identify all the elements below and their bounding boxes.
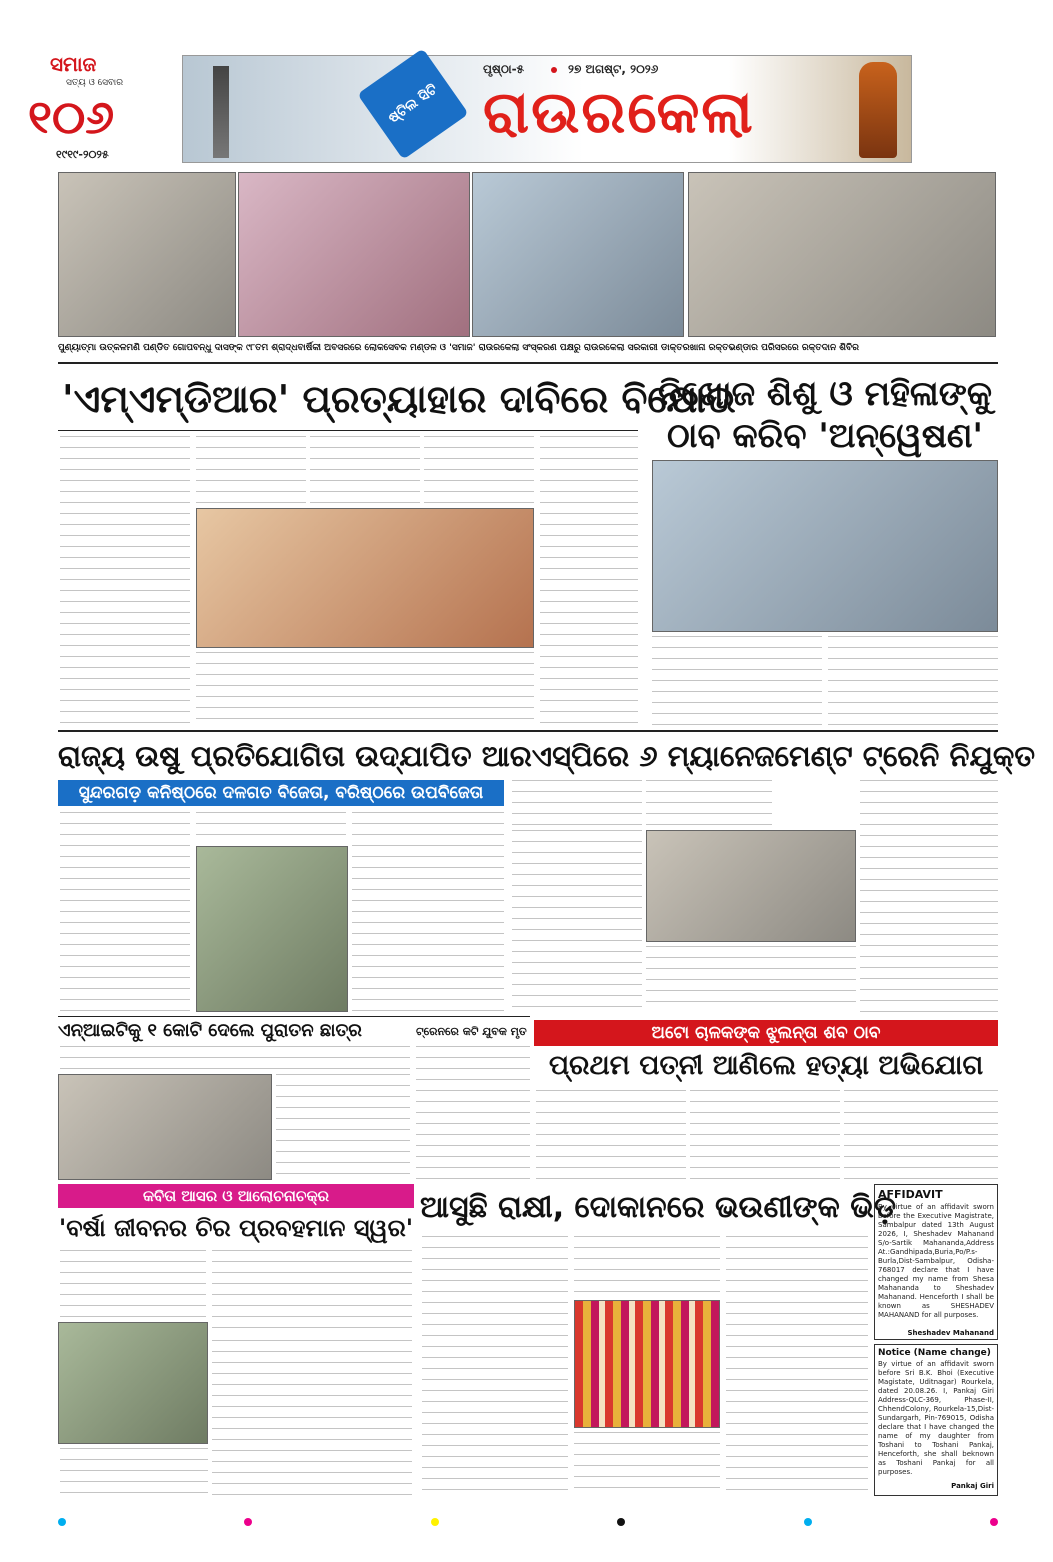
rakhi-text-col-2	[574, 1236, 720, 1298]
mmdr-text-col-6	[196, 652, 534, 726]
rakhi-text-col-3	[726, 1236, 868, 1496]
registration-dot-icon	[58, 1518, 66, 1526]
rsp-text-col-4	[512, 830, 642, 1012]
rsp-text-col-5	[646, 946, 856, 1012]
mmdr-text-col-1	[60, 436, 190, 726]
anniversary-years: ୧୯୧୯-୨୦୨୫	[56, 148, 109, 161]
registration-dot-icon	[990, 1518, 998, 1526]
anveshan-text-col-2	[828, 636, 998, 726]
mmdr-text-col-4	[424, 436, 534, 506]
blood-donation-photo-4	[688, 172, 996, 337]
notice-ad	[874, 1344, 998, 1496]
kavita-text-col-4	[60, 1448, 208, 1496]
banner-headline: ରାଜ୍ୟ ଉଷୁ ପ୍ରତିଯୋଗିତା ଉଦ୍‌ଯାପିତ ଆରଏସ୍‌ପିରେ ୬ ମ୍ୟାନେଜମେଣ୍ଟ ଟ୍ରେନି ନିଯୁକ୍ତ	[58, 739, 1036, 773]
anniversary-label: ସମାଜ	[50, 52, 97, 76]
date-dot-icon	[551, 67, 557, 73]
divider	[58, 430, 638, 431]
notice-signature: Pankaj Giri	[951, 1482, 994, 1490]
affidavit-title: AFFIDAVIT	[878, 1188, 943, 1201]
divider	[58, 730, 998, 732]
rakhi-text-col-1	[422, 1236, 568, 1496]
rakhi-headline: ଆସୁଛି ରାକ୍ଷୀ, ଦୋକାନରେ ଭଉଣୀଙ୍କ ଭିଡ଼	[420, 1190, 897, 1225]
section-badge	[357, 48, 468, 159]
city-title: ରାଉରକେଲା	[483, 78, 755, 146]
registration-mark-bar	[58, 1516, 998, 1528]
mmdr-headline: 'ଏମ୍‌ଏମ୍‌ଡିଆର' ପ୍ରତ୍ୟାହାର ଦାବିରେ ବିକ୍ଷୋଭ	[62, 377, 736, 421]
tower-icon	[213, 66, 229, 158]
anniversary-number: ୧୦୬	[28, 90, 115, 144]
auto-text-col-1	[536, 1090, 686, 1180]
wushu-text-col-2	[196, 812, 346, 844]
anniversary-tagline: ସତ୍ୟ ଓ ସେବାର	[66, 78, 124, 88]
affidavit-ad	[874, 1184, 998, 1340]
mmdr-text-col-2	[196, 436, 306, 506]
rsp-trainees-photo	[646, 830, 856, 942]
nit-text-col	[276, 1074, 410, 1180]
wushu-text-col-3	[352, 812, 504, 1012]
affidavit-signature: Sheshadev Mahanand	[907, 1329, 994, 1337]
kavita-text-col-1	[60, 1250, 206, 1320]
divider	[58, 362, 998, 364]
rakhi-shop-photo	[574, 1300, 720, 1428]
mmdr-text-col-5	[540, 436, 638, 726]
kavita-headline: 'ବର୍ଷା ଜୀବନର ଚିର ପ୍ରବହମାନ ସ୍ୱର'	[58, 1214, 414, 1242]
top-photo-caption: ପୁଣ୍ୟାତ୍ମା ଉତ୍କଳମଣି ପଣ୍ଡିତ ଗୋପବନ୍ଧୁ ଦାସଙ୍କ ୯୮ତମ ଶ୍ରାଦ୍ଧବାର୍ଷିକୀ ଅବସରରେ ଲୋକସେବକ ମଣ୍ଡଳ ଓ 'ସମାଜ' ରାଉରକେଲା ସଂସ୍କରଣ ପକ୍ଷରୁ ରାଉରକେଲା ସରକାରୀ ଡାକ୍ତରଖାନା ରକ୍ତଭଣ୍ଡାର ପରିସରରେ ରକ୍ତଦାନ ଶିବିର	[58, 343, 859, 353]
auto-band: ଅଟୋ ଚାଳକଙ୍କ ଝୁଲନ୍ତା ଶବ ଠାବ	[534, 1020, 998, 1046]
statue-icon	[859, 62, 897, 158]
anveshan-headline-1: ନିଖୋଜ ଶିଶୁ ଓ ମହିଳାଙ୍କୁ	[657, 374, 993, 414]
divider	[58, 1016, 530, 1017]
date-label: ୨୭ ଅଗଷ୍ଟ, ୨୦୨୬	[568, 62, 659, 76]
registration-dot-icon	[431, 1518, 439, 1526]
registration-dot-icon	[804, 1518, 812, 1526]
blood-donation-photo-2	[238, 172, 470, 337]
rsp-text-col-2	[646, 780, 772, 828]
rsp-text-col-3	[860, 780, 998, 1012]
registration-dot-icon	[617, 1518, 625, 1526]
wushu-text-col-1	[60, 812, 190, 1012]
nit-text-intro	[60, 1046, 410, 1072]
kavita-event-photo	[58, 1322, 208, 1444]
affidavit-body: By virtue of an affidavit sworn before the Executive Magistrate, Sambalpur dated 13th August 2026, I, Sheshadev Mahanand S/o-Sartik Mahananda,Address At.:Gandhipada,Buria,Po/P.s-Burla,Dist-Sambalpur, Odisha-768017 declare that I have changed my name from Shesa Mahananda to Sheshadev Mahanand. Henceforth I shall be known as SHESHADEV MAHANAND for all purposes.	[878, 1203, 994, 1319]
registration-dot-icon	[244, 1518, 252, 1526]
rsp-text-col-1	[512, 780, 642, 828]
train-text-col	[416, 1046, 530, 1180]
rakhi-text-col-4	[574, 1432, 720, 1496]
page-label: ପୃଷ୍ଠା-୫	[483, 62, 525, 76]
auto-text-col-2	[690, 1090, 840, 1180]
anveshan-meeting-photo	[652, 460, 998, 632]
sundargarh-band: ସୁନ୍ଦରଗଡ଼ କନିଷ୍ଠରେ ଦଳଗତ ବିଜେତା, ବରିଷ୍ଠରେ ଉପବିଜେତା	[58, 780, 504, 806]
kavita-text-col-3	[212, 1340, 412, 1496]
nit-headline: ଏନ୍‌ଆଇଟିକୁ ୧ କୋଟି ଦେଲେ ପୁରାତନ ଛାତ୍ର	[58, 1020, 362, 1041]
blood-donation-photo-1	[58, 172, 236, 337]
blood-donation-photo-3	[472, 172, 684, 337]
nit-cheque-photo	[58, 1074, 272, 1180]
train-headline: ଟ୍ରେନରେ କଟି ଯୁବକ ମୃତ	[416, 1025, 527, 1038]
mmdr-text-col-3	[310, 436, 420, 506]
wushu-team-photo	[196, 846, 348, 1012]
auto-text-col-3	[844, 1090, 998, 1180]
anveshan-text-col-1	[652, 636, 822, 726]
auto-headline: ପ୍ରଥମ ପତ୍ନୀ ଆଣିଲେ ହତ୍ୟା ଅଭିଯୋଗ	[548, 1050, 984, 1081]
kavita-text-col-2	[212, 1250, 412, 1336]
section-badge-text: ଷ୍ଟିଲ ସିଟି	[385, 81, 441, 127]
notice-title: Notice (Name change)	[878, 1348, 991, 1358]
anniversary-logo	[18, 52, 183, 172]
anveshan-headline-2: ଠାବ କରିବ 'ଅନ୍ୱେଷଣ'	[667, 416, 983, 456]
kavita-band: କବିତା ଆସର ଓ ଆଲୋଚନାଚକ୍ର	[58, 1184, 414, 1208]
notice-body: By virtue of an affidavit sworn before Sri B.K. Bhoi (Executive Magistate, Uditnagar) Rourkela, dated 20.08.26. I, Pankaj Giri Address-QLC-369, Phase-II, ChhendColony, Rourkela-15,Dist-Sundargarh, Pin-769015, Odisha declare that I have changed the name of my daughter from Toshani to Toshani Pankaj, Henceforth, she shall beknown as Toshani Pankaj for all purposes.	[878, 1360, 994, 1476]
masthead-banner	[182, 55, 912, 163]
mmdr-protest-photo	[196, 508, 534, 648]
